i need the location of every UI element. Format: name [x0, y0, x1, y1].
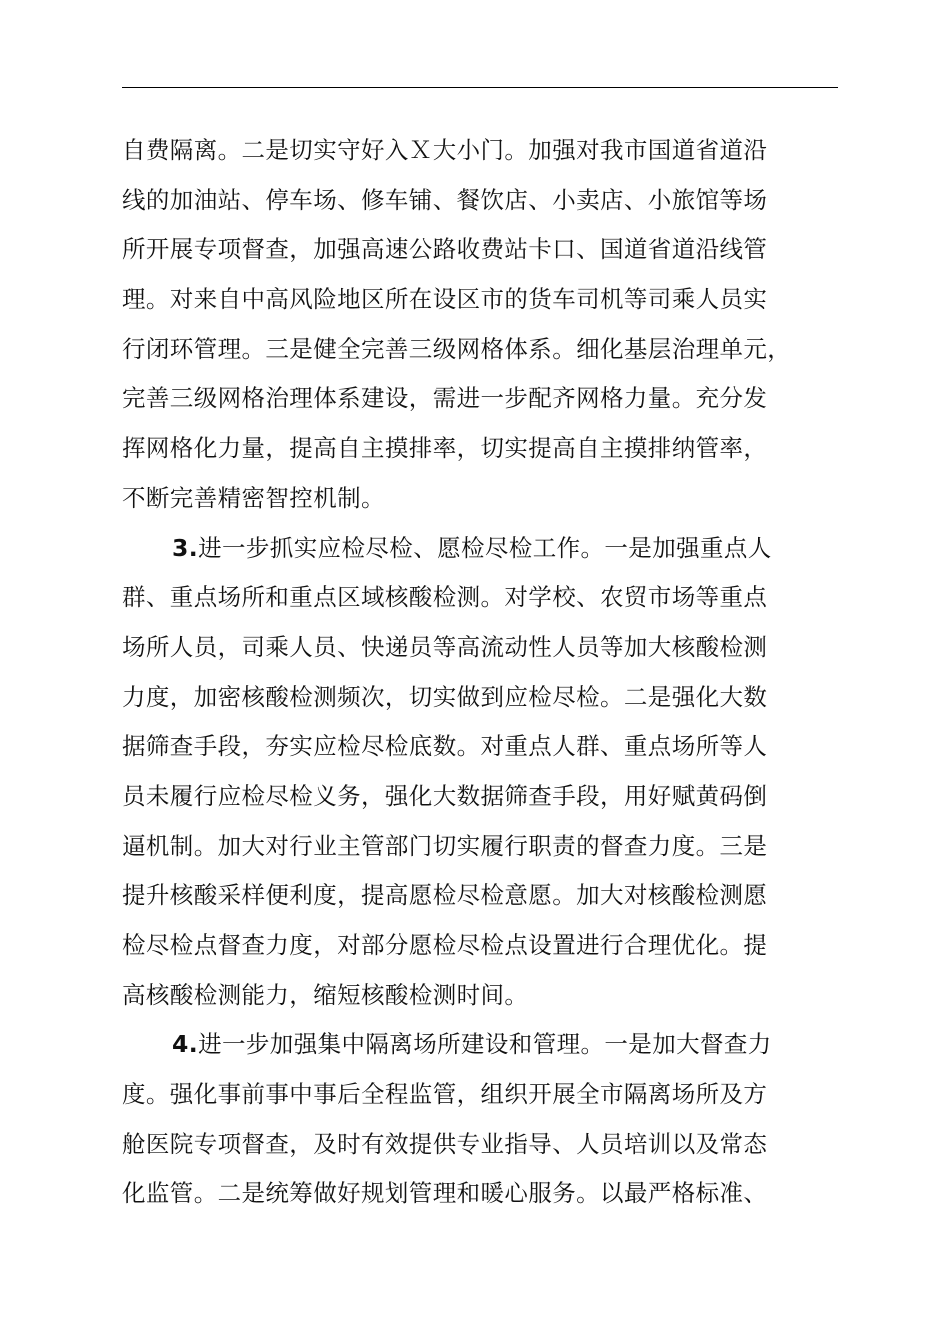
header-rule: [122, 87, 838, 88]
line-text: 线的加油站、停车场、修车铺、餐饮店、小卖店、小旅馆等场: [122, 185, 768, 214]
line-text: 完善三级网格治理体系建设，需进一步配齐网格力量。充分发: [122, 384, 768, 413]
line-text: 逼机制。加大对行业主管部门切实履行职责的督查力度。三是: [122, 831, 768, 860]
line-text: 自费隔离。二是切实守好入Ｘ大小门。加强对我市国道省道沿: [122, 136, 768, 164]
text-line: [122, 374, 862, 424]
line-text: 进一步抓实应检尽检、愿检尽检工作。一是加强重点人: [198, 533, 772, 562]
text-line: [122, 822, 862, 872]
line-text: 度。强化事前事中事后全程监管，组织开展全市隔离场所及方: [122, 1080, 768, 1109]
text-line: [122, 921, 862, 971]
text-line: [122, 1020, 862, 1070]
text-line: [122, 1169, 862, 1219]
text-line: [122, 673, 862, 723]
text-line: [122, 474, 862, 524]
section-number: 3.: [172, 533, 199, 562]
line-text: 高核酸检测能力，缩短核酸检测时间。: [122, 980, 529, 1009]
text-line: [122, 225, 862, 275]
line-text: 场所人员，司乘人员、快递员等高流动性人员等加大核酸检测: [122, 632, 768, 661]
text-line: [122, 623, 862, 673]
line-text: 据筛查手段，夯实应检尽检底数。对重点人群、重点场所等人: [122, 732, 768, 761]
text-line: [122, 1120, 862, 1170]
text-line: [122, 871, 862, 921]
text-line: [122, 573, 862, 623]
text-line: [122, 325, 862, 375]
text-line: [122, 176, 862, 226]
line-text: 员未履行应检尽检义务，强化大数据筛查手段，用好赋黄码倒: [122, 781, 768, 810]
text-line: [122, 1070, 862, 1120]
line-text: 化监管。二是统筹做好规划管理和暖心服务。以最严格标准、: [122, 1179, 768, 1208]
text-line: [122, 424, 862, 474]
line-text: 提升核酸采样便利度，提高愿检尽检意愿。加大对核酸检测愿: [122, 881, 768, 910]
text-line: [122, 126, 862, 176]
line-text: 检尽检点督查力度，对部分愿检尽检点设置进行合理优化。提: [122, 931, 768, 959]
text-line: [122, 524, 862, 574]
section-number: 4.: [172, 1030, 199, 1059]
line-text: 舱医院专项督查，及时有效提供专业指导、人员培训以及常态: [122, 1129, 768, 1158]
line-text: 不断完善精密智控机制。: [122, 483, 385, 512]
line-text: 挥网格化力量，提高自主摸排率，切实提高自主摸排纳管率，: [122, 434, 768, 463]
text-line: [122, 971, 862, 1021]
line-text: 所开展专项督查，加强高速公路收费站卡口、国道省道沿线管: [122, 235, 768, 264]
text-line: [122, 722, 862, 772]
body-text: [122, 126, 862, 1219]
line-text: 进一步加强集中隔离场所建设和管理。一是加大督查力: [198, 1030, 772, 1059]
line-text: 理。对来自中高风险地区所在设区市的货车司机等司乘人员实: [122, 285, 768, 314]
line-text: 力度，加密核酸检测频次，切实做到应检尽检。二是强化大数: [122, 682, 768, 711]
line-text: 行闭环管理。三是健全完善三级网格体系。细化基层治理单元，: [122, 334, 792, 363]
line-text: 群、重点场所和重点区域核酸检测。对学校、农贸市场等重点: [122, 583, 768, 612]
text-line: [122, 275, 862, 325]
text-line: [122, 772, 862, 822]
